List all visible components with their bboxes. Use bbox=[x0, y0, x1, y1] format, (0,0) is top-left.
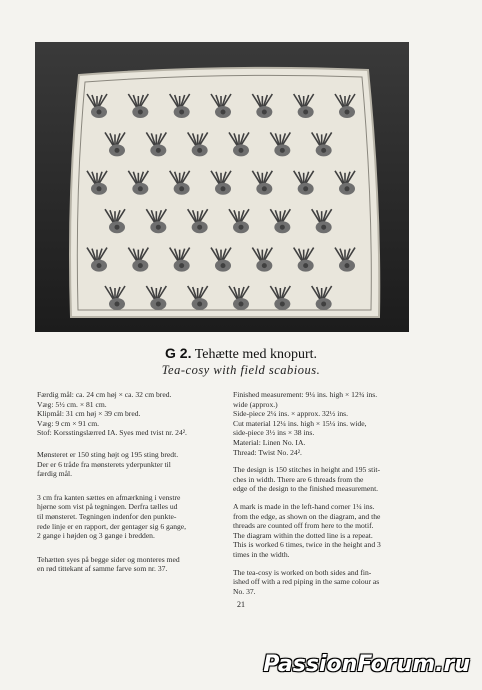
text-line: hjørne som vist på tegningen. Derfra tælles ud bbox=[37, 502, 178, 512]
text-line: Mønsteret er 150 sting højt og 195 sting bredt. bbox=[37, 449, 179, 459]
flower-center bbox=[221, 263, 226, 268]
flower-center bbox=[138, 110, 143, 115]
flower-center bbox=[262, 186, 267, 191]
text-line: threads are counted off from here to the motif. bbox=[233, 521, 374, 531]
flower-center bbox=[138, 186, 143, 191]
flower-center bbox=[321, 225, 326, 230]
flower-center bbox=[197, 225, 202, 230]
page-number: 21 bbox=[237, 600, 245, 609]
text-line: side-piece 3½ ins × 38 ins. bbox=[233, 428, 315, 438]
text-line: This is worked 6 times, twice in the height and 3 bbox=[233, 540, 381, 550]
danish-instructions bbox=[37, 390, 227, 574]
flower-center bbox=[97, 263, 102, 268]
tea-cosy-illustration bbox=[35, 42, 409, 332]
text-line: times in the width. bbox=[233, 549, 290, 559]
flower-center bbox=[156, 148, 161, 153]
text-line: ches in width. There are 6 threads from the bbox=[233, 474, 364, 484]
flower-center bbox=[179, 263, 184, 268]
flower-center bbox=[97, 186, 102, 191]
flower-center bbox=[303, 110, 308, 115]
danish-marking bbox=[37, 493, 227, 541]
text-line: ished off with a red piping in the same colour as bbox=[233, 577, 380, 587]
flower-center bbox=[262, 110, 267, 115]
flower-center bbox=[262, 263, 267, 268]
text-line: from the edge, as shown on the diagram, and the bbox=[233, 511, 381, 521]
danish-measurements bbox=[37, 390, 227, 438]
danish-pattern-size bbox=[37, 450, 227, 479]
english-measurements bbox=[233, 390, 411, 457]
flower-center bbox=[197, 148, 202, 153]
flower-center bbox=[345, 110, 350, 115]
text-line: A mark is made in the left-hand corner 1¼ ins. bbox=[233, 501, 375, 511]
flower-center bbox=[239, 302, 244, 307]
text-line: Færdig mål: ca. 24 cm høj × ca. 32 cm bred. bbox=[37, 390, 172, 399]
text-line: edge of the design to the finished measurement. bbox=[233, 484, 379, 494]
text-line: wide (approx.) bbox=[233, 399, 278, 409]
text-line: Klipmål: 31 cm høj × 39 cm bred. bbox=[37, 409, 141, 419]
flower-center bbox=[280, 148, 285, 153]
english-design-size bbox=[233, 465, 411, 494]
text-line: Thread: Twist No. 24². bbox=[233, 447, 302, 457]
flower-center bbox=[303, 186, 308, 191]
english-instructions bbox=[233, 390, 411, 596]
flower-center bbox=[321, 302, 326, 307]
text-line: Tehætten syes på begge sider og monteres med bbox=[37, 554, 180, 564]
flower-center bbox=[221, 186, 226, 191]
flower-center bbox=[345, 263, 350, 268]
text-line: Cut material 12¼ ins. high × 15¼ ins. wide, bbox=[233, 418, 367, 428]
danish-sewing bbox=[37, 555, 227, 574]
flower-center bbox=[115, 225, 120, 230]
text-line: No. 37. bbox=[233, 586, 256, 596]
text-line: 2 gange i højden og 3 gange i bredden. bbox=[37, 531, 155, 541]
flower-center bbox=[97, 110, 102, 115]
text-line: The tea-cosy is worked on both sides and fin- bbox=[233, 567, 372, 577]
text-line: Væg: 9 cm × 91 cm. bbox=[37, 418, 100, 428]
flower-center bbox=[321, 148, 326, 153]
text-line: Side-piece 2¼ ins. × approx. 32½ ins. bbox=[233, 409, 349, 419]
figure-title-en: Tea-cosy with field scabious. bbox=[161, 363, 321, 377]
flower-center bbox=[303, 263, 308, 268]
text-line: rede linje er en rapport, der gentager sig 6 gange, bbox=[37, 521, 187, 531]
text-line: Material: Linen No. IA. bbox=[233, 437, 306, 447]
english-sewing bbox=[233, 568, 411, 597]
english-marking bbox=[233, 502, 411, 560]
figure-title-da: Tehætte med knopurt. bbox=[194, 347, 317, 362]
text-line: 3 cm fra kanten sættes en afmærkning i venstre bbox=[37, 492, 181, 502]
figure-caption bbox=[0, 345, 482, 363]
figure-code: G 2. bbox=[165, 345, 192, 361]
flower-center bbox=[221, 110, 226, 115]
tea-cosy-photo bbox=[35, 42, 409, 332]
flower-center bbox=[115, 148, 120, 153]
flower-center bbox=[345, 186, 350, 191]
text-line: færdig mål. bbox=[37, 469, 73, 479]
flower-center bbox=[179, 110, 184, 115]
text-line: Finished measurement: 9¼ ins. high × 12¾ ins. bbox=[233, 390, 378, 399]
flower-center bbox=[280, 302, 285, 307]
text-line: The diagram within the dotted line is a repeat. bbox=[233, 530, 373, 540]
flower-center bbox=[138, 263, 143, 268]
text-line: Stof: Korsstingslærred IA. Syes med tvist nr. 24². bbox=[37, 428, 187, 438]
flower-center bbox=[179, 186, 184, 191]
flower-center bbox=[239, 148, 244, 153]
flower-center bbox=[239, 225, 244, 230]
site-watermark: PassionForum.ru bbox=[263, 652, 470, 677]
flower-center bbox=[197, 302, 202, 307]
flower-center bbox=[280, 225, 285, 230]
text-line: The design is 150 stitches in height and 195 stit- bbox=[233, 465, 381, 475]
text-line: Væg: 5½ cm. × 81 cm. bbox=[37, 399, 107, 409]
flower-center bbox=[156, 302, 161, 307]
text-line: en rød tittekant af samme farve som nr. 37. bbox=[37, 564, 168, 574]
flower-center bbox=[115, 302, 120, 307]
text-line: til mønsteret. Tegningen indenfor den punkte- bbox=[37, 511, 177, 521]
flower-center bbox=[156, 225, 161, 230]
text-line: Der er 6 tråde fra mønsterets yderpunkter til bbox=[37, 459, 171, 469]
